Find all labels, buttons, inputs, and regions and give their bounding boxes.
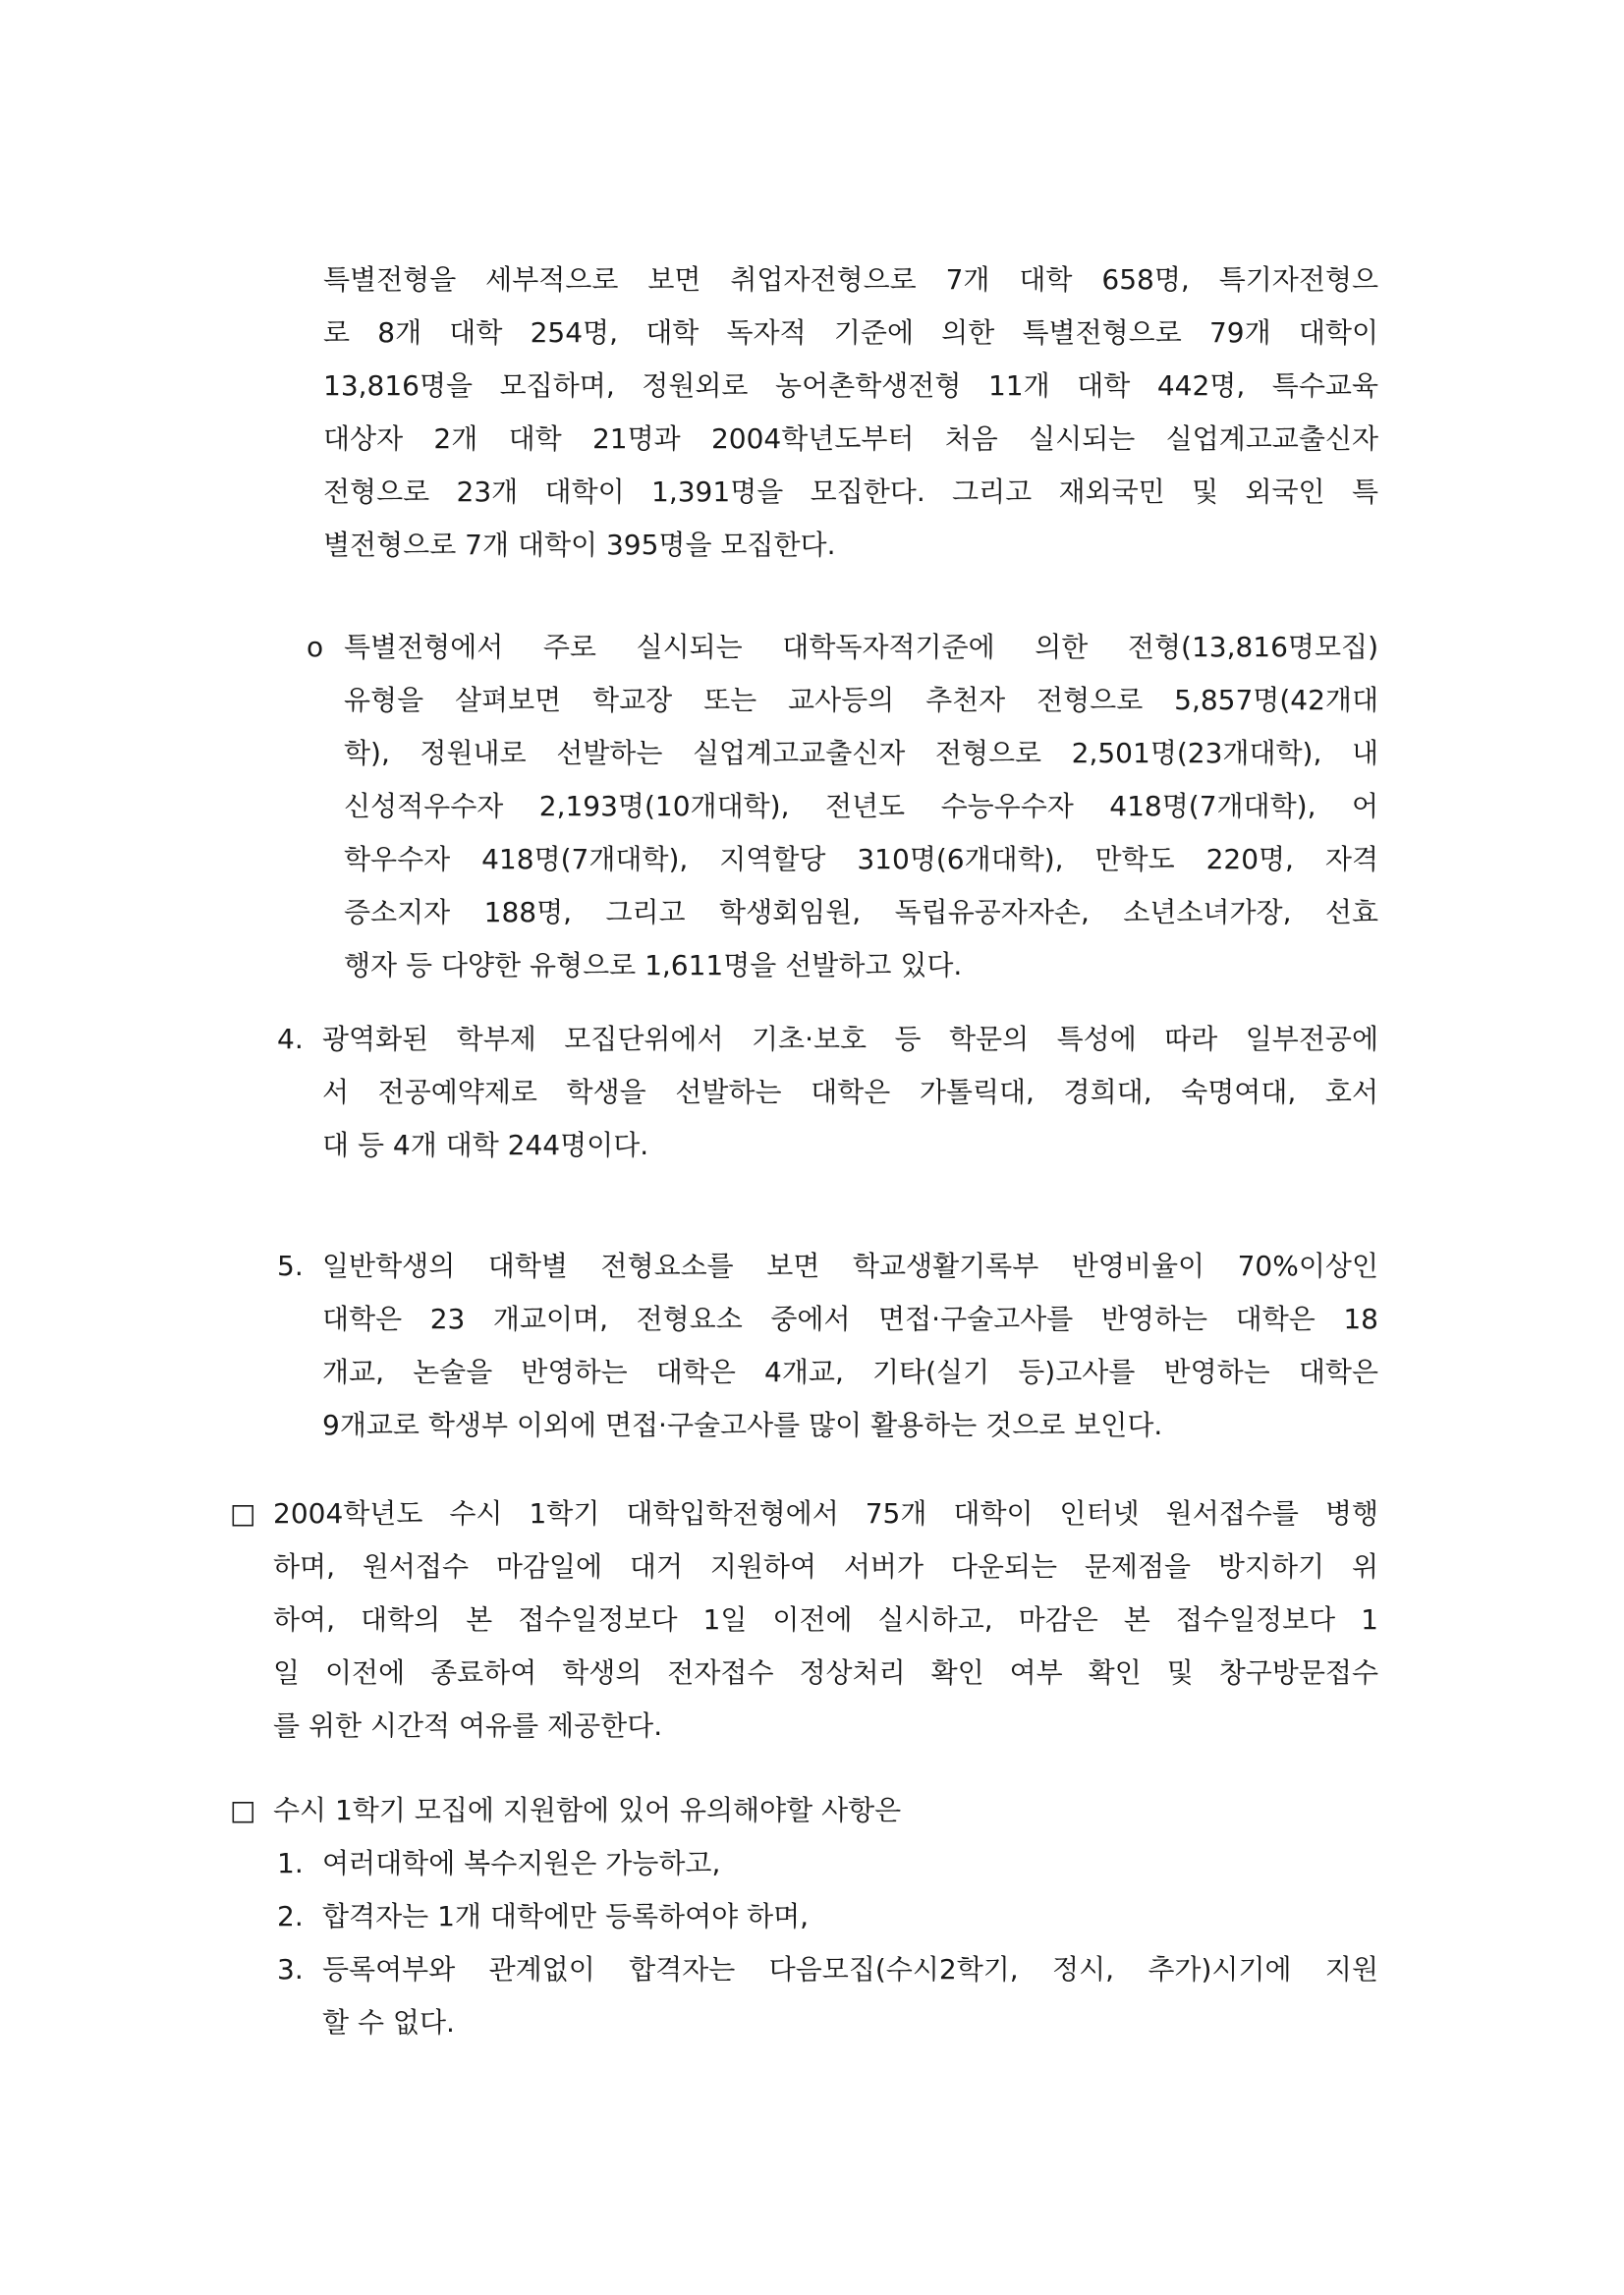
- text-line-content: 등록여부와 관계없이 합격자는 다음모집(수시2학기, 정시, 추가)시기에 지원: [322, 1953, 1378, 1986]
- text-line-content: 2004학년도 수시 1학기 대학입학전형에서 75개 대학이 인터넷 원서접수를 병행: [273, 1497, 1378, 1530]
- text-line-content: 특별전형에서 주로 실시되는 대학독자적기준에 의한 전형(13,816명모집): [344, 631, 1378, 663]
- list-item: [230, 1837, 1378, 1890]
- text-line: 개교, 논술을 반영하는 대학은 4개교, 기타(실기 등)고사를 반영하는 대학은: [322, 1356, 1378, 1388]
- text-line: 증소지자 188명, 그리고 학생회임원, 독립유공자자손, 소년소녀가장, 선효: [344, 896, 1378, 928]
- list-item: [230, 1890, 1378, 1943]
- item-number: 3.: [277, 1953, 304, 1986]
- text-line: [307, 621, 1378, 674]
- text-line: 대 등 4개 대학 244명이다.: [322, 1129, 649, 1161]
- text-line: 서 전공예약제로 학생을 선발하는 대학은 가톨릭대, 경희대, 숙명여대, 호서: [322, 1076, 1378, 1108]
- text-line: 유형을 살펴보면 학교장 또는 교사등의 추천자 전형으로 5,857명(42개대: [344, 684, 1378, 716]
- paragraph-special-admissions: [323, 253, 1378, 572]
- numbered-item-5: [277, 1240, 1378, 1452]
- text-line: 대학은 23 개교이며, 전형요소 중에서 면접·구술고사를 반영하는 대학은 18: [322, 1303, 1378, 1335]
- text-line: 학우수자 418명(7개대학), 지역할당 310명(6개대학), 만학도 220명, 자격: [344, 843, 1378, 875]
- text-line: 학), 정원내로 선발하는 실업계고교출신자 전형으로 2,501명(23개대학), 내: [344, 737, 1378, 769]
- text-line: 하며, 원서접수 마감일에 대거 지원하여 서버가 다운되는 문제점을 방지하기 위: [273, 1550, 1378, 1583]
- box-marker: □: [230, 1794, 256, 1826]
- item-number: 5.: [277, 1250, 304, 1282]
- text-line: 특별전형을 세부적으로 보면 취업자전형으로 7개 대학 658명, 특기자전형으: [323, 263, 1378, 296]
- list-item: [230, 1943, 1378, 1996]
- text-line-content: 수시 1학기 모집에 지원함에 있어 유의해야할 사항은: [273, 1794, 902, 1826]
- text-line: 일 이전에 종료하여 학생의 전자접수 정상처리 확인 여부 확인 및 창구방문접수: [273, 1656, 1378, 1689]
- text-line-content: 일반학생의 대학별 전형요소를 보면 학교생활기록부 반영비율이 70%이상인: [322, 1250, 1378, 1282]
- text-line: 하여, 대학의 본 접수일정보다 1일 이전에 실시하고, 마감은 본 접수일정보다 1: [273, 1603, 1378, 1636]
- text-line: 할 수 없다.: [322, 2006, 455, 2039]
- bullet-o-paragraph: [307, 621, 1378, 992]
- bullet-marker: o: [307, 631, 324, 663]
- text-line: [230, 1487, 1378, 1540]
- text-line: 9개교로 학생부 이외에 면접·구술고사를 많이 활용하는 것으로 보인다.: [322, 1409, 1163, 1441]
- box-marker: □: [230, 1497, 256, 1530]
- text-line: 별전형으로 7개 대학이 395명을 모집한다.: [323, 529, 836, 561]
- text-line: 13,816명을 모집하며, 정원외로 농어촌학생전형 11개 대학 442명, 특수교육: [323, 369, 1378, 402]
- item-number: 4.: [277, 1023, 304, 1055]
- text-line: 대상자 2개 대학 21명과 2004학년도부터 처음 실시되는 실업계고교출신자: [323, 422, 1378, 455]
- text-line: 신성적우수자 2,193명(10개대학), 전년도 수능우수자 418명(7개대학), 어: [344, 790, 1378, 822]
- text-line: 전형으로 23개 대학이 1,391명을 모집한다. 그리고 재외국민 및 외국인 특: [323, 476, 1378, 508]
- text-line-content: 합격자는 1개 대학에만 등록하여야 하며,: [322, 1900, 810, 1932]
- box-paragraph-cautions: [230, 1784, 1378, 2049]
- text-line: [277, 1240, 1378, 1293]
- text-line-content: 여러대학에 복수지원은 가능하고,: [322, 1847, 721, 1879]
- text-line: [277, 1013, 1378, 1066]
- text-line: 를 위한 시간적 여유를 제공한다.: [273, 1709, 663, 1742]
- text-line: 로 8개 대학 254명, 대학 독자적 기준에 의한 특별전형으로 79개 대학이: [323, 316, 1378, 349]
- text-line: [230, 1784, 1378, 1837]
- item-number: 2.: [277, 1900, 304, 1932]
- item-number: 1.: [277, 1847, 304, 1879]
- text-line: 행자 등 다양한 유형으로 1,611명을 선발하고 있다.: [344, 949, 963, 981]
- numbered-item-4: [277, 1013, 1378, 1172]
- text-line-content: 광역화된 학부제 모집단위에서 기초·보호 등 학문의 특성에 따라 일부전공에: [322, 1023, 1378, 1055]
- box-paragraph-internet-application: [230, 1487, 1378, 1753]
